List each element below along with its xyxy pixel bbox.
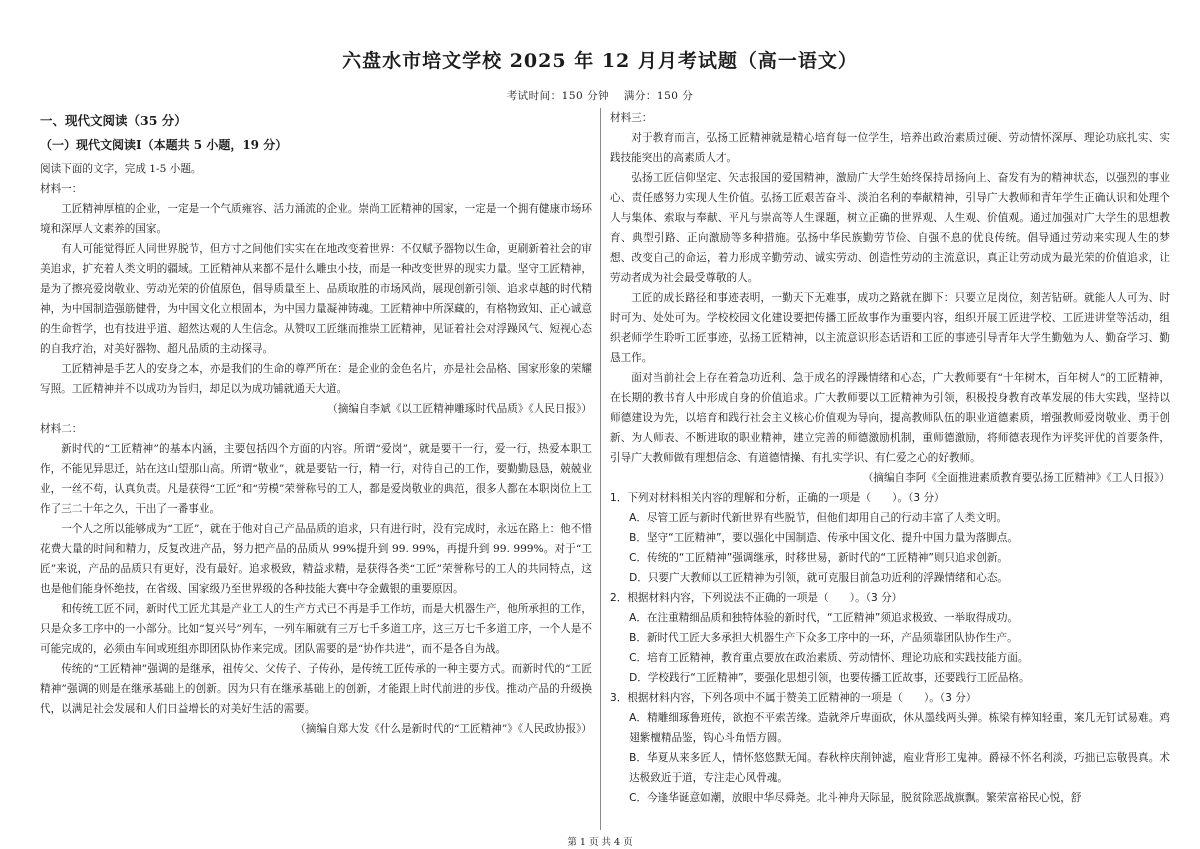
question-2-option-d: D．学校践行“工匠精神”，要强化思想引领，也要传播工匠故事，还要践行工匠品格。 xyxy=(629,672,1030,684)
subsection-heading: （一）现代文阅读Ⅰ（本题共 5 小题，19 分） xyxy=(40,138,288,152)
question-1: 1．下列对材料相关内容的理解和分析，正确的一项是（ ）。（3 分） xyxy=(610,492,945,504)
material-3-paragraph-2: 弘扬工匠信仰坚定、矢志报国的爱国精神，激励广大学生始终保持昂扬向上、奋发有为的精神状态，以强烈的事业心、责任感努力实现人生价值。弘扬工匠艰苦奋斗、淡泊名利的奉献精神，引导广大教师和青年学生正确认识和处理个人与集体、索取与奉献、平凡与崇高等人生课题，树立正确的世界观、人生观、价值观。通过加强对广大学生的思想教育、典型引路、正向激励等多种措施。弘扬中华民族勤劳节俭、自强不息的优良传统。倡导通过劳动来实现人生的梦想、改变自己的命运，着力形成辛勤劳动、诚实劳动、创造性劳动的主流意识，真正让劳动成为最光荣的价值追求，让劳动者成为社会最受尊敬的人。 xyxy=(610,172,1170,284)
question-1-option-b: B．坚守“工匠精神”，要以强化中国制造、传承中国文化、提升中国力量为落脚点。 xyxy=(629,532,1019,544)
right-column xyxy=(610,108,1170,808)
material-3-label: 材料三： xyxy=(610,112,653,124)
exam-title: 六盘水市培文学校 2025 年 12 月月考试题（高一语文） xyxy=(342,50,858,72)
material-1-source: （摘编自李斌《以工匠精神雕琢时代品质》《人民日报》） xyxy=(327,403,592,415)
question-1-option-c: C．传统的“工匠精神”强调继承，时移世易，新时代的“工匠精神”则只追求创新。 xyxy=(629,552,1009,564)
material-3-paragraph-1: 对于教育而言，弘扬工匠精神就是精心培育每一位学生，培养出政治素质过硬、劳动情怀深厚、理论功底扎实、实践技能突出的高素质人才。 xyxy=(610,132,1170,164)
material-2-label: 材料二： xyxy=(40,423,83,435)
material-3-paragraph-3: 工匠的成长路径和事迹表明，一勤天下无难事，成功之路就在脚下：只要立足岗位，刻苦钻研。就能人人可为、时时可为、处处可为。学校校园文化建设要把传播工匠故事作为重要内容，组织开展工匠进学校、工匠进讲堂等活动，组织老师学生聆听工匠事迹，弘扬工匠精神，以主流意识形态话语和工匠的事迹引导青年大学生勤勉为人、勤奋学习、勤恳工作。 xyxy=(610,292,1170,364)
question-3-option-a: A．精雕细琢鲁班传，欲抱不平索苦缘。造就斧斤卑面砍，休从墨线两头弹。栋梁有棒知轻重，案几无钉试易难。鸡翅紫檀精品鉴，钩心斗角悟方圆。 xyxy=(629,712,1170,744)
question-2: 2．根据材料内容，下列说法不正确的一项是（ ）。（3 分） xyxy=(610,592,903,604)
material-1-paragraph-1: 工匠精神厚植的企业，一定是一个气质雍容、活力涌流的企业。崇尚工匠精神的国家，一定是一个拥有健康市场环境和深厚人文素养的国家。 xyxy=(40,203,592,235)
material-3-source: （摘编自李阿《全面推进素质教育要弘扬工匠精神》《工人日报》） xyxy=(862,472,1170,484)
material-2-paragraph-3: 和传统工匠不同，新时代工匠尤其是产业工人的生产方式已不再是手工作坊，而是大机器生产，他所承担的工作，只是众多工序中的一小部分。比如“复兴号”列车，一列车厢就有三万七千多道工序，这三万七千多道工序，一个人是不可能完成的，必须由车间或班组亦即团队协作来完成。团队需要的是“协作共进”，而不是各自为战。 xyxy=(40,603,592,655)
material-3-paragraph-4: 面对当前社会上存在着急功近利、急于成名的浮躁情绪和心态，广大教师要有“十年树木，百年树人”的工匠精神，在长期的教书育人中形成自身的价值追求。广大教师要以工匠精神为引领，积极投身教育改革发展的伟大实践，坚持以师德建设为先，以培育和践行社会主义核心价值观为导向，提高教师队伍的职业道德素质，增强教师爱岗敬业、勇于创新、为人师表、不断进取的职业精神，建立完善的师德激励机制，重师德激励，将师德表现作为评奖评优的首要条件，引导广大教师做有理想信念、有道德情操、有扎实学识、有仁爱之心的好教师。 xyxy=(610,372,1170,464)
left-column xyxy=(40,108,592,739)
question-2-option-a: A．在注重精细品质和独特体验的新时代，“工匠精神”须追求极致、一举取得成功。 xyxy=(629,612,1019,624)
material-1-label: 材料一： xyxy=(40,183,83,195)
question-2-option-b: B．新时代工匠大多承担大机器生产下众多工序中的一环，产品须靠团队协作生产。 xyxy=(629,632,1018,644)
question-1-option-d: D．只要广大教师以工匠精神为引领，就可克服目前急功近利的浮躁情绪和心态。 xyxy=(629,572,1009,584)
exam-info: 考试时间：150 分钟 满分：150 分 xyxy=(506,90,694,102)
column-divider xyxy=(600,108,601,830)
instruction-text: 阅读下面的文字，完成 1-5 小题。 xyxy=(40,163,202,175)
material-1-paragraph-3: 工匠精神是手艺人的安身之本，亦是我们的生命的尊严所在：是企业的金色名片，亦是社会品格、国家形象的荣耀写照。工匠精神并不以成功为旨归，却足以为成功铺就通天大道。 xyxy=(40,363,592,395)
question-3: 3．根据材料内容，下列各项中不属于赞美工匠精神的一项是（ ）。（3 分） xyxy=(610,692,977,704)
question-3-option-c: C．今逢华诞意如潮，放眼中华尽舜尧。北斗神舟天际显，脱贫除恶战旗飘。繁荣富裕民心悦，舒 xyxy=(629,792,1082,804)
question-2-option-c: C．培育工匠精神，教育重点要放在政治素质、劳动情怀、理论功底和实践技能方面。 xyxy=(629,652,1029,664)
material-2-source: （摘编自郑大发《什么是新时代的“工匠精神”》《人民政协报》） xyxy=(295,723,592,735)
question-3-option-b: B．华夏从来多匠人，情怀悠悠默无闻。春秋梓庆削钟滤，庖业背形工鬼神。爵禄不怀名利淡，巧拙已忘敬畏真。术达极致近于道，专注走心风骨魂。 xyxy=(629,752,1170,784)
material-2-paragraph-4: 传统的“工匠精神”强调的是继承，祖传父、父传子、子传孙，是传统工匠传承的一种主要方式。而新时代的“工匠精神”强调的则是在继承基础上的创新。因为只有在继承基础上的创新，才能跟上时代前进的步伐。推动产品的升级换代，以满足社会发展和人们日益增长的对美好生活的需要。 xyxy=(40,663,592,715)
section-heading: 一、现代文阅读（35 分） xyxy=(40,113,187,128)
page-footer: 第 1 页 共 4 页 xyxy=(567,837,633,848)
material-2-paragraph-2: 一个人之所以能够成为“工匠”，就在于他对自己产品品质的追求，只有进行时，没有完成时，永远在路上：他不惜花费大量的时间和精力，反复改进产品，努力把产品的品质从 99%提升到 99. 99%，再提升到 99. 999%。对于“工匠”来说，产品的品质只有更好，没有最好。追求极致，精益求精，是获得各类“工匠”荣誉称号的工人的共同特点，这也是他们能身怀绝技，在省级、国家级乃至世界级的各种技能大赛中夺金戴银的重要原因。 xyxy=(40,523,592,595)
material-1-paragraph-2: 有人可能觉得匠人同世界脱节，但方寸之间他们实实在在地改变着世界：不仅赋予器物以生命，更刷新着社会的审美追求，扩充着人类文明的疆域。工匠精神从来都不是什么雕虫小技，而是一种改变世界的现实力量。坚守工匠精神，是为了擦亮爱岗敬业、劳动光荣的价值原色，倡导质量至上、品质取胜的市场风尚，展现创新引领、追求卓越的时代精神，为中国制造强筋健骨，为中国文化立根固本，为中国力量凝神铸魂。工匠精神中所深藏的，有格物致知、正心诚意的生命哲学，也有技进乎道、超然达观的人生信念。从赞叹工匠继而推崇工匠精神，见证着社会对浮躁风气、短视心态的自我疗治，对美好器物、超凡品质的主动探寻。 xyxy=(40,243,592,355)
material-2-paragraph-1: 新时代的“工匠精神”的基本内涵，主要包括四个方面的内容。所谓“爱岗”，就是要干一行，爱一行，热爱本职工作，不能见异思迁，站在这山望那山高。所谓“敬业”，就是要钻一行，精一行，对待自己的工作，要勤勤恳恳，兢兢业业，一丝不苟，认真负责。凡是获得“工匠”和“劳模”荣誉称号的工人，都是爱岗敬业的典范，很多人都在本职岗位上工作了三二十年之久，干出了一番事业。 xyxy=(40,443,592,515)
question-1-option-a: A．尽管工匠与新时代新世界有些脱节，但他们却用自己的行动丰富了人类文明。 xyxy=(629,512,1008,524)
